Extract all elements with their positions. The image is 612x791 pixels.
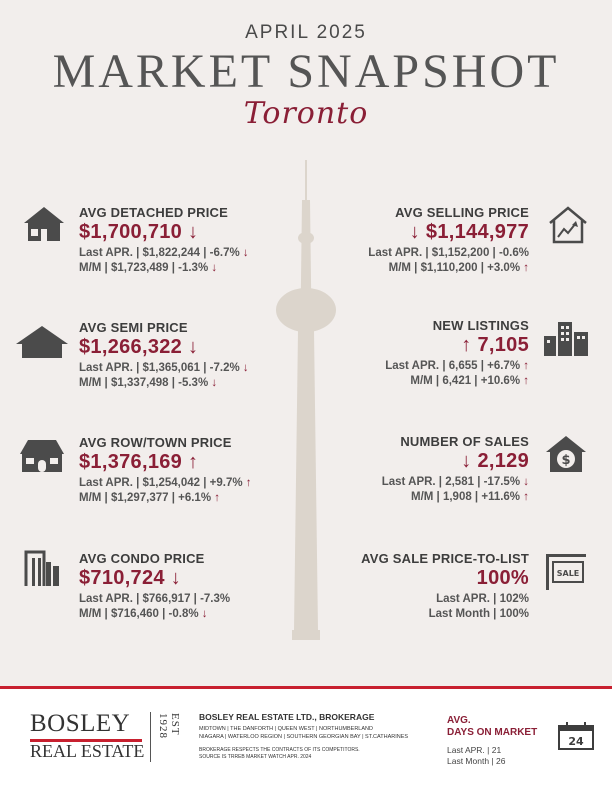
arrow-up-icon: ↑ bbox=[523, 360, 529, 372]
detached-house-icon bbox=[22, 205, 66, 245]
condo-building-icon bbox=[24, 548, 62, 588]
stat-label: NEW LISTINGS bbox=[432, 318, 529, 333]
stat-value: ↓ 2,129 bbox=[461, 450, 529, 472]
stat-avg-condo bbox=[79, 551, 319, 620]
days-on-market-value: 24 bbox=[568, 735, 584, 748]
stat-price-to-list bbox=[289, 551, 529, 620]
brand-established: EST 1928 bbox=[157, 713, 181, 739]
stat-last-year: Last APR. | 102% bbox=[436, 593, 529, 605]
stat-last-year: Last APR. | $1,822,244 | -6.7% ↓ bbox=[79, 247, 249, 259]
city-buildings-icon bbox=[542, 318, 590, 358]
stat-month-over-month: M/M | $1,297,377 | +6.1% ↑ bbox=[79, 492, 221, 504]
arrow-up-icon: ↑ bbox=[461, 334, 472, 356]
stat-avg-semi bbox=[79, 320, 319, 389]
stat-last-month: Last Month | 100% bbox=[428, 608, 529, 620]
stat-value: $1,266,322 ↓ bbox=[79, 336, 199, 358]
stat-label: AVG SEMI PRICE bbox=[79, 320, 188, 335]
stat-month-over-month: M/M | $716,460 | -0.8% ↓ bbox=[79, 608, 208, 620]
stat-month-over-month: M/M | $1,723,489 | -1.3% ↓ bbox=[79, 262, 218, 274]
stat-avg-selling bbox=[289, 205, 529, 274]
arrow-down-icon: ↓ bbox=[409, 221, 421, 243]
stat-label: AVG DETACHED PRICE bbox=[79, 205, 229, 220]
page-title: MARKET SNAPSHOT bbox=[52, 45, 560, 98]
logo-divider bbox=[150, 712, 151, 762]
arrow-up-icon: ↑ bbox=[187, 451, 199, 473]
stat-month-over-month: M/M | 1,908 | +11.6% ↑ bbox=[411, 491, 529, 503]
calendar-icon bbox=[558, 722, 594, 750]
stat-value: $1,376,169 ↑ bbox=[79, 451, 199, 473]
stat-last-year: Last APR. | $1,152,200 | -0.6% bbox=[368, 247, 529, 259]
stat-last-year: Last APR. | 6,655 | +6.7% ↑ bbox=[385, 360, 529, 372]
stat-last-year: Last APR. | 2,581 | -17.5% ↓ bbox=[381, 476, 529, 488]
stat-value: $1,700,710 ↓ bbox=[79, 221, 199, 243]
stat-label: NUMBER OF SALES bbox=[400, 434, 529, 449]
arrow-up-icon: ↑ bbox=[214, 492, 221, 504]
arrow-down-icon: ↓ bbox=[211, 262, 218, 274]
stat-value: ↑ 7,105 bbox=[461, 334, 529, 356]
house-chart-icon bbox=[546, 205, 590, 245]
stat-value: $710,724 ↓ bbox=[79, 567, 181, 589]
stat-avg-row-town bbox=[79, 435, 319, 504]
svg-text:SALE: SALE bbox=[556, 569, 580, 578]
stat-value: 100% bbox=[476, 567, 529, 589]
arrow-up-icon: ↑ bbox=[245, 477, 252, 489]
arrow-down-icon: ↓ bbox=[461, 450, 472, 472]
days-on-market-last-year: Last APR. | 21 bbox=[447, 745, 502, 755]
brand-logo-name: BOSLEY bbox=[30, 710, 131, 737]
stat-month-over-month: M/M | $1,110,200 | +3.0% ↑ bbox=[388, 262, 529, 274]
stat-label: AVG SALE PRICE-TO-LIST bbox=[361, 551, 529, 566]
days-on-market-last-month: Last Month | 26 bbox=[447, 756, 506, 766]
arrow-up-icon: ↑ bbox=[523, 262, 529, 274]
market-list: MIDTOWN | THE DANFORTH | QUEEN WEST | NORTHUMBERLAND NIAGARA | WATERLOO REGION | SOUTHERN GEORGIAN BAY | ST.CATHARINES bbox=[199, 726, 409, 740]
disclaimer: BROKERAGE RESPECTS THE CONTRACTS OF ITS COMPETITORS. SOURCE IS TRREB MARKET WATCH APR. 2024 bbox=[199, 747, 360, 760]
house-dollar-icon bbox=[544, 434, 588, 474]
stat-last-year: Last APR. | $766,917 | -7.3% bbox=[79, 593, 231, 605]
arrow-down-icon: ↓ bbox=[187, 221, 199, 243]
arrow-up-icon: ↑ bbox=[523, 375, 529, 387]
arrow-down-icon: ↓ bbox=[242, 362, 249, 374]
city-name: Toronto bbox=[243, 96, 369, 131]
arrow-down-icon: ↓ bbox=[242, 247, 249, 259]
svg-text:$: $ bbox=[561, 453, 571, 468]
arrow-down-icon: ↓ bbox=[211, 377, 218, 389]
days-on-market-title: AVG. DAYS ON MARKET bbox=[447, 715, 538, 738]
sale-sign-icon bbox=[544, 552, 588, 592]
arrow-down-icon: ↓ bbox=[201, 608, 208, 620]
arrow-up-icon: ↑ bbox=[523, 491, 529, 503]
stat-month-over-month: M/M | $1,337,498 | -5.3% ↓ bbox=[79, 377, 218, 389]
stat-label: AVG ROW/TOWN PRICE bbox=[79, 435, 232, 450]
brokerage-name: BOSLEY REAL ESTATE LTD., BROKERAGE bbox=[199, 712, 375, 722]
stat-new-listings bbox=[289, 318, 529, 387]
stat-label: AVG CONDO PRICE bbox=[79, 551, 205, 566]
row-house-icon bbox=[18, 436, 66, 476]
stat-last-year: Last APR. | $1,365,061 | -7.2% ↓ bbox=[79, 362, 249, 374]
report-month: APRIL 2025 bbox=[245, 22, 367, 43]
brand-logo-subtitle: REAL ESTATE bbox=[30, 741, 145, 761]
stat-value: ↓ $1,144,977 bbox=[409, 221, 529, 243]
semi-house-icon bbox=[16, 322, 68, 362]
arrow-down-icon: ↓ bbox=[187, 336, 199, 358]
arrow-down-icon: ↓ bbox=[523, 476, 529, 488]
stat-avg-detached bbox=[79, 205, 319, 274]
stat-month-over-month: M/M | 6,421 | +10.6% ↑ bbox=[410, 375, 529, 387]
arrow-down-icon: ↓ bbox=[170, 567, 181, 589]
stat-label: AVG SELLING PRICE bbox=[395, 205, 529, 220]
stat-last-year: Last APR. | $1,254,042 | +9.7% ↑ bbox=[79, 477, 252, 489]
stat-number-of-sales bbox=[289, 434, 529, 503]
